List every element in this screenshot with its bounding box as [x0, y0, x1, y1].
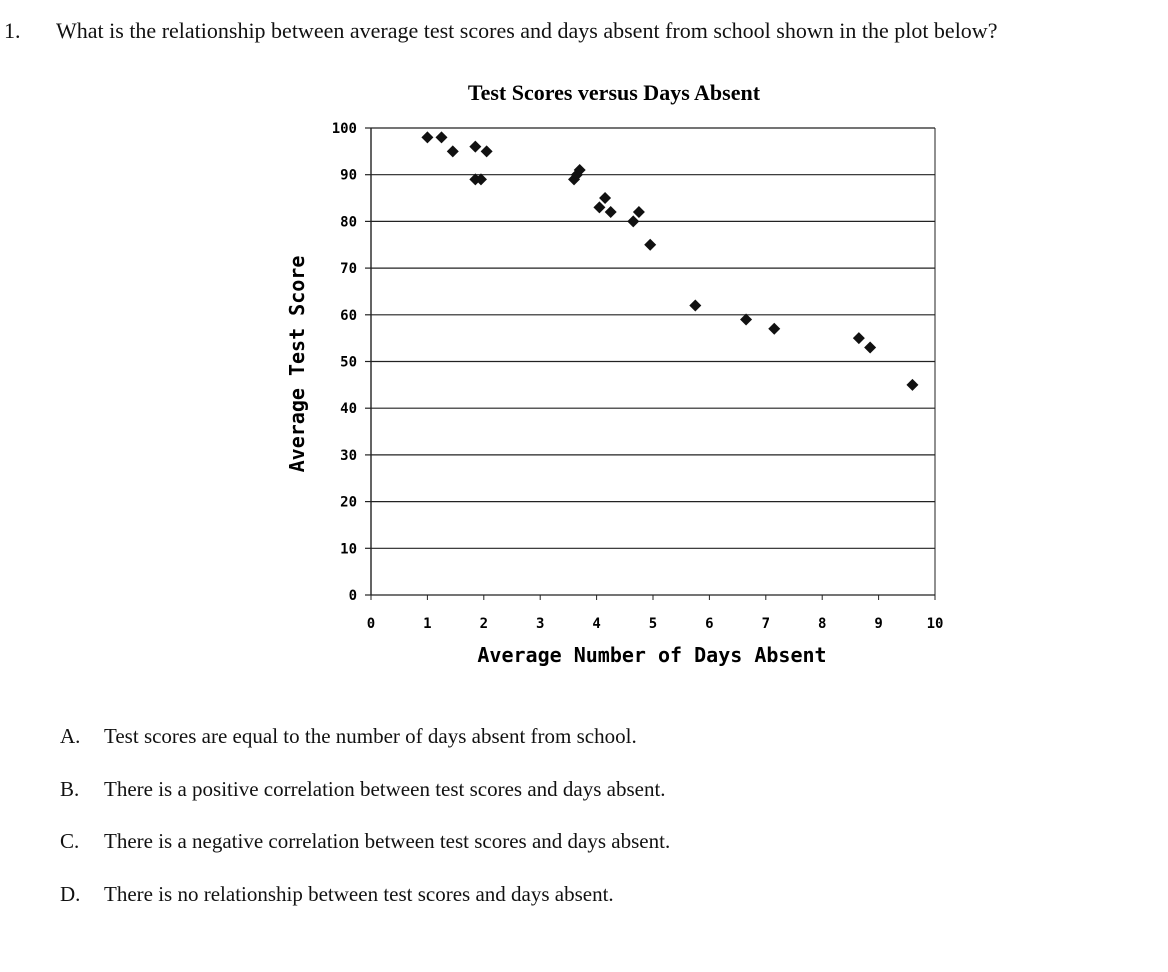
answer-letter: A. [60, 724, 81, 748]
data-point-4 [469, 141, 481, 153]
answer-letter: C. [60, 829, 80, 853]
answer-choice-a[interactable] [60, 724, 670, 777]
answer-choices [60, 724, 670, 934]
answer-letter: D. [60, 881, 81, 906]
data-point-20 [853, 332, 865, 344]
data-point-16 [644, 239, 656, 251]
y-tick-label-70: 70 [340, 261, 357, 278]
answer-choice-c[interactable] [60, 829, 670, 882]
y-tick-label-20: 20 [340, 494, 357, 511]
x-tick-label-0: 0 [366, 616, 376, 632]
data-point-13 [605, 206, 617, 218]
y-tick-labels [332, 121, 357, 604]
y-tick-label-40: 40 [340, 401, 357, 418]
y-tick-label-30: 30 [340, 447, 357, 464]
answer-text: There is a positive correlation between test scores and days absent. [104, 776, 666, 801]
y-tick-label-10: 10 [340, 541, 357, 558]
data-point-15 [633, 206, 645, 218]
x-tick-label-10: 10 [926, 616, 944, 632]
axes [365, 128, 935, 600]
data-points [421, 131, 918, 391]
data-point-19 [768, 323, 780, 335]
answer-text: Test scores are equal to the number of days absent from school. [104, 724, 637, 748]
answer-choice-d[interactable] [60, 882, 670, 935]
data-point-12 [593, 201, 605, 213]
x-tick-label-3: 3 [535, 616, 545, 632]
data-point-11 [599, 192, 611, 204]
data-point-21 [864, 341, 876, 353]
data-point-14 [627, 215, 639, 227]
x-tick-label-4: 4 [592, 616, 601, 632]
x-tick-label-8: 8 [817, 616, 827, 632]
y-tick-label-80: 80 [340, 214, 357, 231]
data-point-3 [447, 145, 459, 157]
y-tick-label-0: 0 [348, 588, 357, 604]
answer-text: There is a negative correlation between test scores and days absent. [104, 829, 671, 853]
data-point-2 [436, 131, 448, 143]
chart-title: Test Scores versus Days Absent [467, 80, 761, 105]
x-tick-labels [367, 616, 944, 632]
data-point-17 [689, 299, 701, 311]
x-tick-label-1: 1 [423, 616, 432, 632]
y-tick-label-100: 100 [331, 121, 357, 137]
x-axis-label: Average Number of Days Absent [477, 643, 827, 667]
answer-choice-b[interactable] [60, 777, 670, 830]
data-point-1 [421, 131, 433, 143]
data-point-5 [481, 145, 493, 157]
y-axis-label: Average Test Score [285, 255, 309, 473]
y-tick-label-50: 50 [340, 354, 357, 371]
answer-letter: B. [60, 776, 80, 801]
question-number: 1. [4, 18, 21, 43]
answer-text: There is no relationship between test scores and days absent. [104, 881, 614, 906]
grid-lines [371, 128, 935, 548]
y-tick-label-90: 90 [340, 167, 357, 184]
data-point-22 [906, 379, 918, 391]
x-tick-label-2: 2 [479, 616, 489, 632]
y-tick-label-60: 60 [340, 307, 357, 324]
x-tick-label-7: 7 [761, 616, 771, 632]
question-text: What is the relationship between average test scores and days absent from school shown in the plot below? [56, 18, 998, 43]
x-tick-label-5: 5 [648, 616, 658, 632]
x-tick-label-9: 9 [874, 616, 883, 632]
x-tick-label-6: 6 [705, 616, 714, 632]
